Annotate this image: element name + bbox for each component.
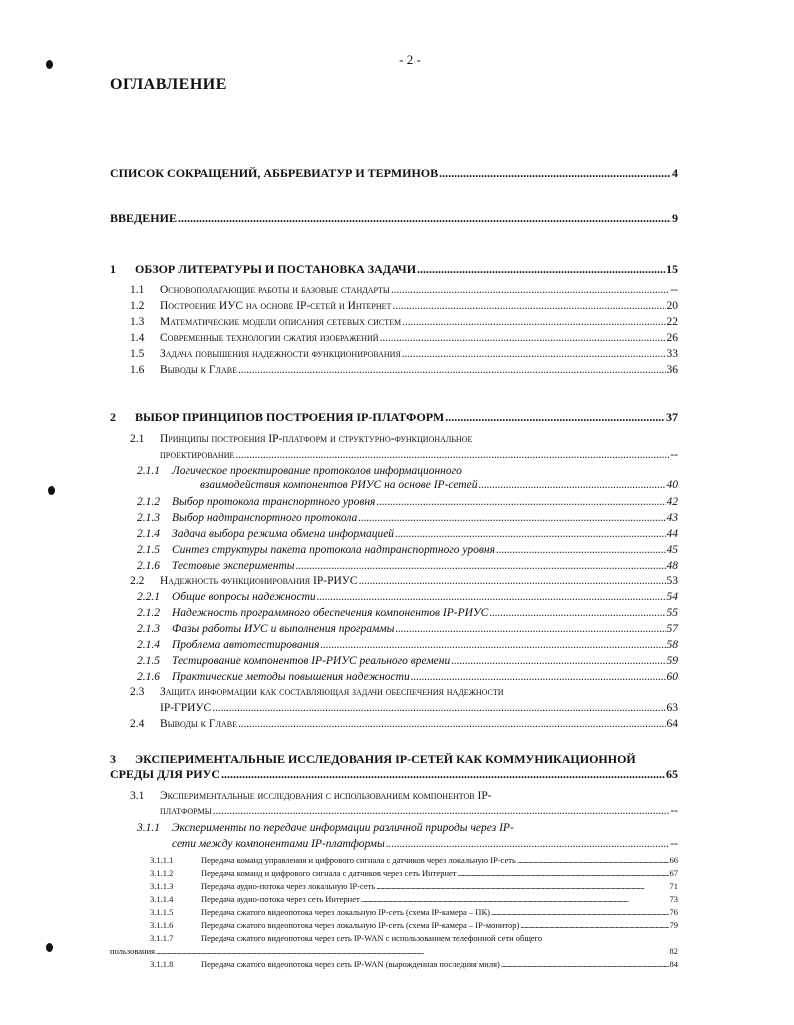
toc-entry-text: Фазы работы ИУС и выполнения программы: [172, 623, 395, 635]
toc-section[interactable]: [130, 300, 678, 312]
toc-entry-text: Экспериментальные исследования с использованием компонентов IP-: [160, 790, 492, 802]
toc-section-number: 1.5: [130, 348, 145, 360]
toc-subsection-number: 2.1.1: [137, 465, 160, 477]
toc-page: 59: [666, 655, 678, 667]
toc-subsection-3-1-1-line2[interactable]: [172, 838, 678, 850]
toc-entry-text: Передача сжатого видеопотока через локальную IP-сеть (схема IP-камера – ПК): [201, 907, 490, 917]
toc-section-number: 1.3: [130, 316, 145, 328]
toc-leader: [520, 920, 668, 930]
toc-entry-text: Логическое проектирование протоколов информационного: [172, 465, 462, 477]
toc-section-2-1-line1[interactable]: [130, 433, 472, 445]
toc-chapter-3-line1[interactable]: [110, 752, 636, 767]
scan-mark: [46, 60, 53, 69]
toc-item-number: 3.1.1.8: [150, 959, 174, 969]
toc-item[interactable]: [150, 894, 678, 904]
toc-section[interactable]: [130, 284, 678, 296]
toc-leader: [320, 639, 665, 651]
toc-leader: [501, 959, 669, 969]
toc-leader: [358, 512, 665, 524]
toc-page: 73: [669, 894, 678, 904]
toc-leader: [317, 591, 666, 603]
toc-page: 22: [666, 316, 678, 328]
toc-entry-text: Выводы к Главе: [160, 718, 237, 730]
toc-section-number: 1.1: [130, 284, 145, 296]
toc-entry-text: IP-ГРИУС: [160, 702, 212, 714]
toc-entry-text: ЭКСПЕРИМЕНТАЛЬНЫЕ ИССЛЕДОВАНИЯ IP-СЕТЕЙ КАК КОММУНИКАЦИОННОЙ: [135, 752, 636, 766]
toc-leader: [395, 623, 665, 635]
toc-page: 4: [672, 166, 678, 180]
toc-entry-text: сети между компонентами IP-платформы: [172, 838, 385, 850]
toc-entry-text: СПИСОК СОКРАЩЕНИЙ, АББРЕВИАТУР И ТЕРМИНОВ: [110, 166, 439, 180]
toc-page: 60: [666, 671, 678, 683]
toc-section-2-3-line1[interactable]: [130, 686, 504, 698]
toc-subsection-line1[interactable]: [137, 465, 462, 477]
toc-section[interactable]: [130, 364, 678, 376]
toc-leader: [458, 868, 669, 878]
toc-subsection[interactable]: [137, 607, 678, 619]
toc-subsection-number: 2.1.2: [137, 607, 160, 619]
toc-page: 44: [666, 528, 678, 540]
toc-section-number: 1.4: [130, 332, 145, 344]
toc-entry-text: Передача аудио-потока через сеть Интернет: [201, 894, 360, 904]
toc-chapter-number: 3: [110, 752, 116, 766]
toc-subsection[interactable]: [137, 655, 678, 667]
toc-leader: [235, 449, 669, 461]
toc-section-2-1-line2[interactable]: [160, 449, 678, 461]
toc-subsection[interactable]: [137, 528, 678, 540]
toc-leader: [386, 838, 670, 850]
toc-entry-text: Эксперименты по передаче информации различной природы через IP-: [172, 822, 514, 834]
toc-subsection[interactable]: [137, 512, 678, 524]
toc-item-3-1-1-7-line1[interactable]: [150, 933, 542, 943]
toc-section[interactable]: [130, 316, 678, 328]
toc-chapter-number: 1: [110, 262, 116, 276]
toc-page: --: [670, 805, 678, 817]
toc-page: 66: [669, 855, 678, 865]
toc-page: 42: [666, 496, 678, 508]
toc-item[interactable]: [150, 868, 678, 878]
toc-item-number: 3.1.1.4: [150, 894, 174, 904]
toc-entry-text: Тестовые эксперименты: [172, 560, 295, 572]
toc-entry-text: проектирование: [160, 449, 235, 461]
toc-page: 79: [669, 920, 678, 930]
toc-entry-text: Общие вопросы надежности: [172, 591, 316, 603]
toc-page: 58: [666, 639, 678, 651]
toc-subsection-3-1-1-line1[interactable]: [137, 822, 514, 834]
toc-page: 84: [669, 959, 678, 969]
toc-leader: [376, 496, 665, 508]
toc-item[interactable]: [150, 907, 678, 917]
toc-subsection[interactable]: [137, 639, 678, 651]
toc-subsection-number: 2.1.2: [137, 496, 160, 508]
toc-page: 71: [669, 881, 678, 891]
toc-leader: [489, 607, 665, 619]
toc-entry-text: ВВЕДЕНИЕ: [110, 211, 177, 225]
toc-entry-text: Современные технологии сжатия изображений: [160, 332, 379, 344]
toc-page: 53: [666, 575, 678, 587]
toc-leader: [517, 855, 669, 865]
toc-subsection-line2[interactable]: [200, 479, 678, 491]
toc-section-number: 2.4: [130, 718, 145, 730]
toc-page: --: [670, 284, 678, 296]
toc-leader: [296, 560, 666, 572]
toc-subsection-number: 2.1.5: [137, 544, 160, 556]
toc-entry-text: Принципы построения IP-платформ и структурно-функциональное: [160, 433, 473, 445]
toc-leader: [212, 702, 665, 714]
toc-leader: [213, 805, 670, 817]
toc-entry-text: Практические методы повышения надежности: [172, 671, 410, 683]
toc-leader: [178, 211, 671, 226]
toc-leader: [156, 946, 668, 956]
toc-entry-text: Синтез структуры пакета протокола надтранспортного уровня: [172, 544, 495, 556]
toc-item-3-1-1-7-line2[interactable]: [110, 946, 678, 956]
toc-entry-text: Передача команд управления и цифрового сигнала с датчиков через локальную IP-сеть: [201, 855, 516, 865]
toc-page: 43: [666, 512, 678, 524]
toc-leader: [391, 284, 669, 296]
toc-item[interactable]: [150, 959, 678, 969]
toc-page: 57: [666, 623, 678, 635]
toc-page: --: [670, 838, 678, 850]
toc-section-2-3-line2[interactable]: [160, 702, 678, 714]
toc-chapter-number: 2: [110, 410, 116, 424]
toc-chapter-2[interactable]: [110, 410, 678, 425]
toc-subsection[interactable]: [137, 544, 678, 556]
toc-entry-text: Выбор протокола транспортного уровня: [172, 496, 376, 508]
toc-leader: [238, 364, 666, 376]
toc-section-2-2[interactable]: [130, 575, 678, 587]
toc-subsection[interactable]: [137, 560, 678, 572]
toc-page: 64: [666, 718, 678, 730]
toc-leader: [361, 894, 669, 904]
toc-subsection-number: 2.1.4: [137, 528, 160, 540]
toc-entry-text: Проблема автотестирования: [172, 639, 320, 651]
toc-entry-text: Надежность программного обеспечения компонентов IP-РИУС: [172, 607, 489, 619]
scan-mark: [46, 943, 53, 952]
toc-entry-text: платформы: [160, 805, 212, 817]
toc-page: 15: [666, 262, 678, 276]
toc-item-number: 3.1.1.1: [150, 855, 174, 865]
toc-item[interactable]: [150, 881, 678, 891]
toc-section-number: 1.2: [130, 300, 145, 312]
toc-item-number: 3.1.1.3: [150, 881, 174, 891]
toc-entry-text: Передача сжатого видеопотока через сеть IP-WAN с использованием телефонной сети общего: [201, 933, 543, 943]
toc-entry-text: Передача сжатого видеопотока через сеть IP-WAN (вырожденная последняя миля): [201, 959, 500, 969]
toc-entry-text: пользования: [110, 946, 156, 956]
toc-leader: [451, 655, 665, 667]
toc-entry-text: Защита информации как составляющая задачи обеспечения надежности: [160, 686, 504, 698]
toc-entry-abbrev[interactable]: [110, 166, 678, 181]
toc-chapter-1[interactable]: [110, 262, 678, 277]
toc-section-3-1-line2[interactable]: [160, 805, 678, 817]
toc-section-number: 2.3: [130, 686, 145, 698]
toc-subsection-number: 2.1.4: [137, 639, 160, 651]
toc-entry-text: Математические модели описания сетевых систем: [160, 316, 402, 328]
toc-leader: [445, 410, 665, 425]
toc-entry-text: Задача выбора режима обмена информацией: [172, 528, 395, 540]
toc-entry-text: Задача повышения надежности функционирования: [160, 348, 401, 360]
toc-item[interactable]: [150, 855, 678, 865]
toc-entry-text: Тестирование компонентов IP-РИУС реального времени: [172, 655, 451, 667]
toc-page: --: [670, 449, 678, 461]
toc-leader: [439, 166, 671, 181]
toc-page: 45: [666, 544, 678, 556]
toc-page: 9: [672, 211, 678, 225]
toc-section-2-4[interactable]: [130, 718, 678, 730]
toc-leader: [238, 718, 666, 730]
toc-leader: [376, 881, 668, 891]
toc-entry-text: Построение ИУС на основе IP-сетей и Интернет: [160, 300, 392, 312]
toc-section-number: 2.1: [130, 433, 145, 445]
toc-entry-text: Выбор надтранспортного протокола: [172, 512, 358, 524]
toc-page: 55: [666, 607, 678, 619]
toc-leader: [491, 907, 669, 917]
toc-chapter-3-line2[interactable]: [110, 767, 678, 782]
toc-page: 63: [666, 702, 678, 714]
toc-entry-text: Передача команд и цифрового сигнала с датчиков через сеть Интернет: [201, 868, 457, 878]
toc-subsection-number: 2.2.1: [137, 591, 160, 603]
toc-leader: [402, 316, 665, 328]
toc-section[interactable]: [130, 332, 678, 344]
toc-leader: [395, 528, 665, 540]
toc-subsection-number: 2.1.3: [137, 623, 160, 635]
toc-section-number: 1.6: [130, 364, 145, 376]
toc-leader: [478, 479, 665, 491]
toc-leader: [402, 348, 666, 360]
toc-page: 65: [666, 767, 678, 781]
toc-subsection-number: 2.1.3: [137, 512, 160, 524]
toc-entry-text: Передача сжатого видеопотока через локальную IP-сеть (схема IP-камера – IP-монитор): [201, 920, 520, 930]
toc-page: 48: [666, 560, 678, 572]
toc-leader: [392, 300, 665, 312]
toc-entry-text: ОБЗОР ЛИТЕРАТУРЫ И ПОСТАНОВКА ЗАДАЧИ: [135, 262, 417, 276]
toc-leader: [359, 575, 666, 587]
toc-item-number: 3.1.1.5: [150, 907, 174, 917]
toc-leader: [380, 332, 666, 344]
toc-leader: [496, 544, 666, 556]
toc-entry-text: Передача аудио-потока через локальную IP-сеть: [201, 881, 376, 891]
toc-page: 76: [669, 907, 678, 917]
page-title: ОГЛАВЛЕНИЕ: [110, 76, 227, 93]
toc-entry-text: ВЫБОР ПРИНЦИПОВ ПОСТРОЕНИЯ IP-ПЛАТФОРМ: [135, 410, 445, 424]
toc-page: 37: [666, 410, 678, 424]
toc-leader: [221, 767, 665, 782]
toc-page: 67: [669, 868, 678, 878]
toc-subsection[interactable]: [137, 623, 678, 635]
toc-page: 40: [666, 479, 678, 491]
toc-subsection-number: 2.1.6: [137, 671, 160, 683]
toc-page: 20: [666, 300, 678, 312]
toc-entry-text: Выводы к Главе: [160, 364, 237, 376]
toc-leader: [417, 262, 665, 277]
toc-item-number: 3.1.1.7: [150, 933, 174, 943]
toc-entry-intro[interactable]: [110, 211, 678, 226]
page-number: - 2 -: [399, 52, 421, 67]
toc-subsection-number: 2.1.6: [137, 560, 160, 572]
toc-subsection[interactable]: [137, 496, 678, 508]
toc-subsection-number: 3.1.1: [137, 822, 160, 834]
toc-entry-text: Надежность функционирования IP-РИУС: [160, 575, 358, 587]
toc-subsection[interactable]: [137, 591, 678, 603]
toc-subsection[interactable]: [137, 671, 678, 683]
toc-section-number: 3.1: [130, 790, 145, 802]
toc-item[interactable]: [150, 920, 678, 930]
toc-entry-text: взаимодействия компонентов РИУС на основе IP-сетей: [200, 479, 478, 491]
toc-page: 26: [666, 332, 678, 344]
toc-page: 54: [666, 591, 678, 603]
toc-entry-text: Основополагающие работы и базовые стандарты: [160, 284, 390, 296]
toc-page: 82: [669, 946, 678, 956]
scan-mark: [48, 486, 55, 495]
toc-section-number: 2.2: [130, 575, 145, 587]
toc-page: 33: [666, 348, 678, 360]
toc-section-3-1-line1[interactable]: [130, 790, 492, 802]
toc-section[interactable]: [130, 348, 678, 360]
toc-item-number: 3.1.1.2: [150, 868, 174, 878]
toc-item-number: 3.1.1.6: [150, 920, 174, 930]
toc-page: 36: [666, 364, 678, 376]
toc-leader: [411, 671, 666, 683]
toc-entry-text: СРЕДЫ ДЛЯ РИУС: [110, 767, 221, 781]
toc-subsection-number: 2.1.5: [137, 655, 160, 667]
